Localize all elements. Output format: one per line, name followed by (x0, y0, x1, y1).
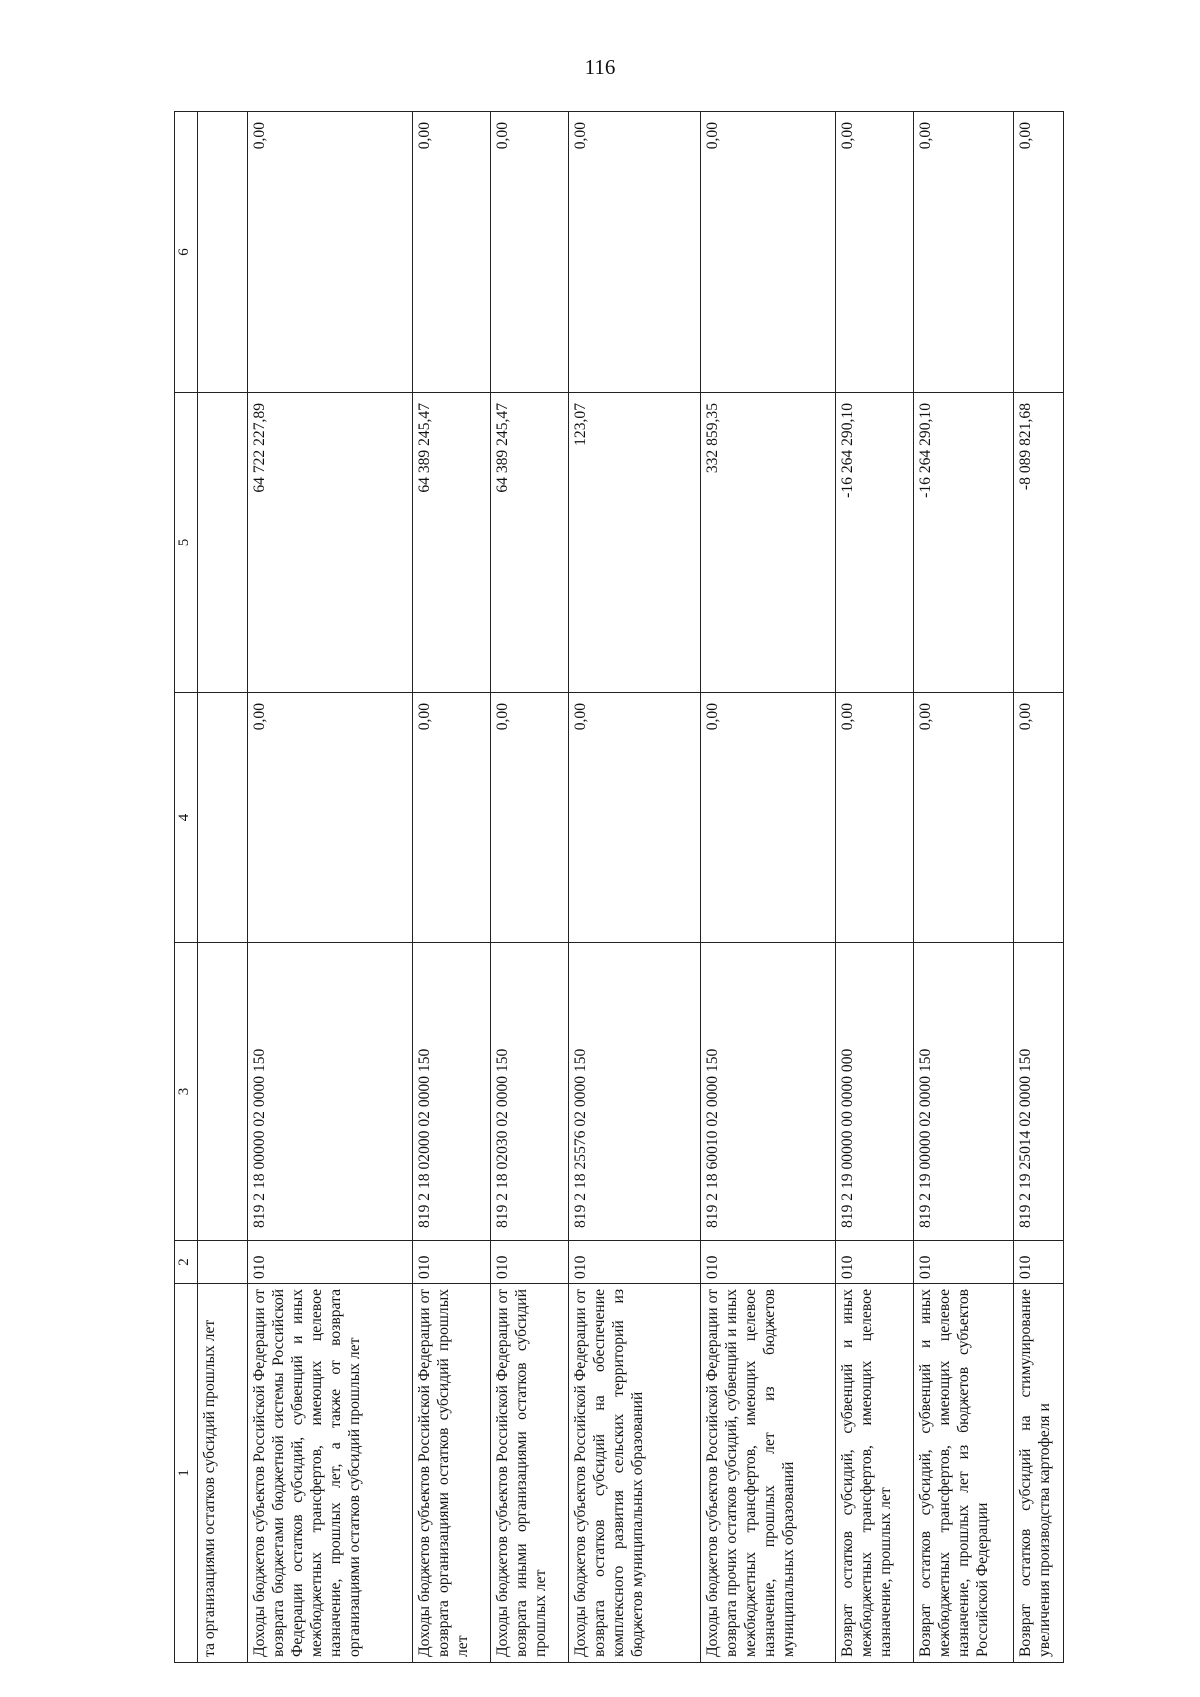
row-description: Доходы бюджетов субъектов Российской Федерации от возврата бюджетами бюджетной системы Российской Федерации остатков субсидий, субвенций и иных межбюджетных трансфертов, имеющих целевое назначение, прошлых лет, а также от возврата организациями остатков субсидий прошлых лет (248, 1284, 413, 1663)
row-value-col4: 0,00 (836, 693, 914, 943)
row-indicator-code: 010 (491, 1241, 569, 1284)
row-value-col5: 64 389 245,47 (491, 393, 569, 693)
row-description: Доходы бюджетов субъектов Российской Федерации от возврата организациями остатков субсидий прошлых лет (413, 1284, 491, 1663)
row-value-col6: 0,00 (248, 112, 413, 393)
row-value-col6: 0,00 (569, 112, 701, 393)
row-budget-code: 819 2 19 00000 02 0000 150 (914, 943, 1014, 1241)
row-value-col4: 0,00 (1014, 693, 1064, 943)
row-value-col4: 0,00 (491, 693, 569, 943)
budget-table (174, 111, 1064, 1663)
row-description: Доходы бюджетов субъектов Российской Федерации от возврата прочих остатков субсидий, субвенций и иных межбюджетных трансфертов, имеющих целевое назначение, прошлых лет из бюджетов муниципальных образований (701, 1284, 836, 1663)
row-value-col6: 0,00 (701, 112, 836, 393)
table-row (248, 112, 413, 1663)
row-value-col5: 123,07 (569, 393, 701, 693)
row-description: та организациями остатков субсидий прошлых лет (198, 1284, 248, 1663)
row-description: Возврат остатков субсидий, субвенций и иных межбюджетных трансфертов, имеющих целевое назначение, прошлых лет (836, 1284, 914, 1663)
rotated-table-wrapper (174, 112, 1200, 1663)
row-value-col5: -16 264 290,10 (836, 393, 914, 693)
column-header-4: 4 (175, 693, 198, 943)
row-indicator-code: 010 (836, 1241, 914, 1284)
table-row (914, 112, 1014, 1663)
table-row (198, 112, 248, 1663)
table-row (569, 112, 701, 1663)
row-budget-code: 819 2 18 60010 02 0000 150 (701, 943, 836, 1241)
row-budget-code: 819 2 19 00000 00 0000 000 (836, 943, 914, 1241)
row-value-col6 (198, 112, 248, 393)
column-header-5: 5 (175, 393, 198, 693)
row-indicator-code: 010 (248, 1241, 413, 1284)
row-value-col4: 0,00 (413, 693, 491, 943)
row-value-col4: 0,00 (914, 693, 1014, 943)
row-value-col6: 0,00 (413, 112, 491, 393)
row-indicator-code: 010 (701, 1241, 836, 1284)
row-indicator-code: 010 (413, 1241, 491, 1284)
row-value-col5 (198, 393, 248, 693)
row-budget-code: 819 2 18 25576 02 0000 150 (569, 943, 701, 1241)
row-value-col5: 64 389 245,47 (413, 393, 491, 693)
column-header-2: 2 (175, 1241, 198, 1284)
row-indicator-code: 010 (1014, 1241, 1064, 1284)
row-value-col4: 0,00 (701, 693, 836, 943)
row-value-col5: -16 264 290,10 (914, 393, 1014, 693)
column-header-3: 3 (175, 943, 198, 1241)
page-number: 116 (584, 55, 616, 79)
row-value-col4 (198, 693, 248, 943)
row-value-col5: -8 089 821,68 (1014, 393, 1064, 693)
row-description: Возврат остатков субсидий, субвенций и иных межбюджетных трансфертов, имеющих целевое назначение, прошлых лет из бюджетов субъектов Российской Федерации (914, 1284, 1014, 1663)
table-row (413, 112, 491, 1663)
row-description: Возврат остатков субсидий на стимулирование увеличения производства картофеля и (1014, 1284, 1064, 1663)
row-indicator-code: 010 (914, 1241, 1014, 1284)
row-budget-code: 819 2 19 25014 02 0000 150 (1014, 943, 1064, 1241)
column-header-1: 1 (175, 1284, 198, 1663)
row-value-col6: 0,00 (836, 112, 914, 393)
row-budget-code: 819 2 18 02000 02 0000 150 (413, 943, 491, 1241)
row-value-col6: 0,00 (491, 112, 569, 393)
table-row (701, 112, 836, 1663)
table-row (836, 112, 914, 1663)
row-value-col4: 0,00 (569, 693, 701, 943)
row-indicator-code (198, 1241, 248, 1284)
row-description: Доходы бюджетов субъектов Российской Федерации от возврата иными организациями остатков субсидий прошлых лет (491, 1284, 569, 1663)
row-description: Доходы бюджетов субъектов Российской Федерации от возврата остатков субсидий на обеспечение комплексного развития сельских территорий из бюджетов муниципальных образований (569, 1284, 701, 1663)
rotated-table (174, 112, 1200, 1663)
table-header-row (175, 112, 198, 1663)
row-value-col6: 0,00 (1014, 112, 1064, 393)
row-budget-code: 819 2 18 02030 02 0000 150 (491, 943, 569, 1241)
row-budget-code: 819 2 18 00000 02 0000 150 (248, 943, 413, 1241)
row-indicator-code: 010 (569, 1241, 701, 1284)
table-row (491, 112, 569, 1663)
row-value-col4: 0,00 (248, 693, 413, 943)
row-value-col6: 0,00 (914, 112, 1014, 393)
row-value-col5: 332 859,35 (701, 393, 836, 693)
column-header-6: 6 (175, 112, 198, 393)
row-budget-code (198, 943, 248, 1241)
table-row (1014, 112, 1064, 1663)
row-value-col5: 64 722 227,89 (248, 393, 413, 693)
